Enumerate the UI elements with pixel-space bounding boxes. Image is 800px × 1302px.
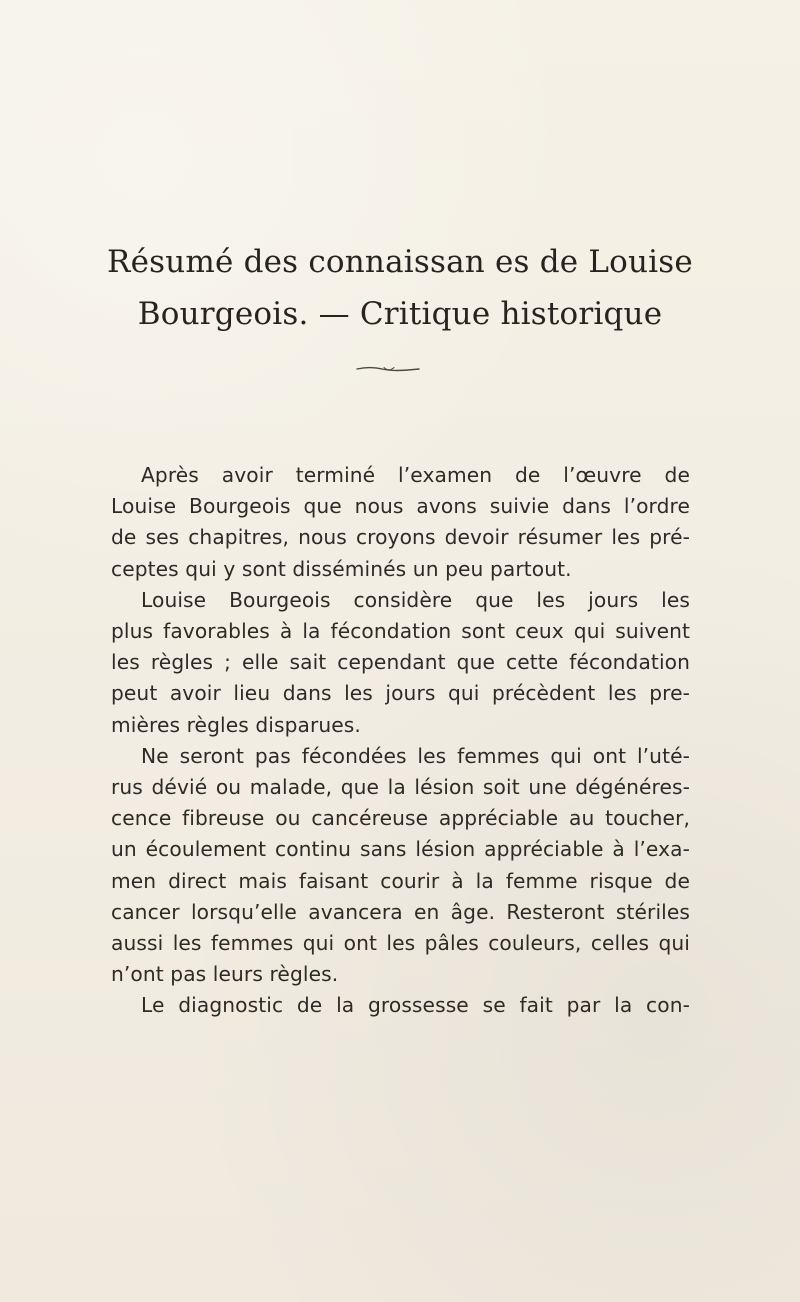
text-line-18: Le diagnostic de la grossesse se fait par la con- — [141, 993, 690, 1018]
title-line-1: Résumé des connaissan es de Louise — [107, 244, 693, 280]
text-line-6: plus favorables à la fécondation sont ceux qui suivent — [111, 619, 690, 644]
text-line-8: peut avoir lieu dans les jours qui précèdent les pre- — [111, 681, 690, 706]
text-line-5: Louise Bourgeois considère que les jours les — [141, 587, 690, 612]
ornament-rule — [354, 365, 422, 373]
text-line-10: Ne seront pas fécondées les femmes qui ont l’uté- — [141, 743, 690, 768]
text-line-7: les règles ; elle sait cependant que cette fécondation — [111, 650, 690, 675]
text-line-3: de ses chapitres, nous croyons devoir résumer les pré- — [111, 525, 690, 550]
text-line-11: rus dévié ou malade, que la lésion soit une dégénéres- — [111, 775, 690, 800]
text-line-4: ceptes qui y sont disséminés un peu partout. — [111, 556, 572, 581]
page-title — [0, 236, 800, 340]
main-text — [111, 460, 690, 1022]
text-line-1: Après avoir terminé l’examen de l’œuvre de — [141, 463, 690, 487]
text-line-14: men direct mais faisant courir à la femme risque de — [111, 868, 690, 893]
text-line-2: Louise Bourgeois que nous avons suivie dans l’ordre — [111, 494, 690, 519]
title-line-2: Bourgeois. — Critique historique — [137, 296, 663, 332]
text-line-15: cancer lorsqu’elle avancera en âge. Resteront stériles — [111, 899, 690, 924]
text-line-13: un écoulement continu sans lésion appréciable à l’exa- — [111, 837, 690, 862]
text-line-12: cence fibreuse ou cancéreuse appréciable au toucher, — [111, 806, 690, 831]
text-line-9: mières règles disparues. — [111, 712, 361, 737]
text-line-17: n’ont pas leurs règles. — [111, 962, 339, 987]
text-line-16: aussi les femmes qui ont les pâles couleurs, celles qui — [111, 931, 690, 956]
